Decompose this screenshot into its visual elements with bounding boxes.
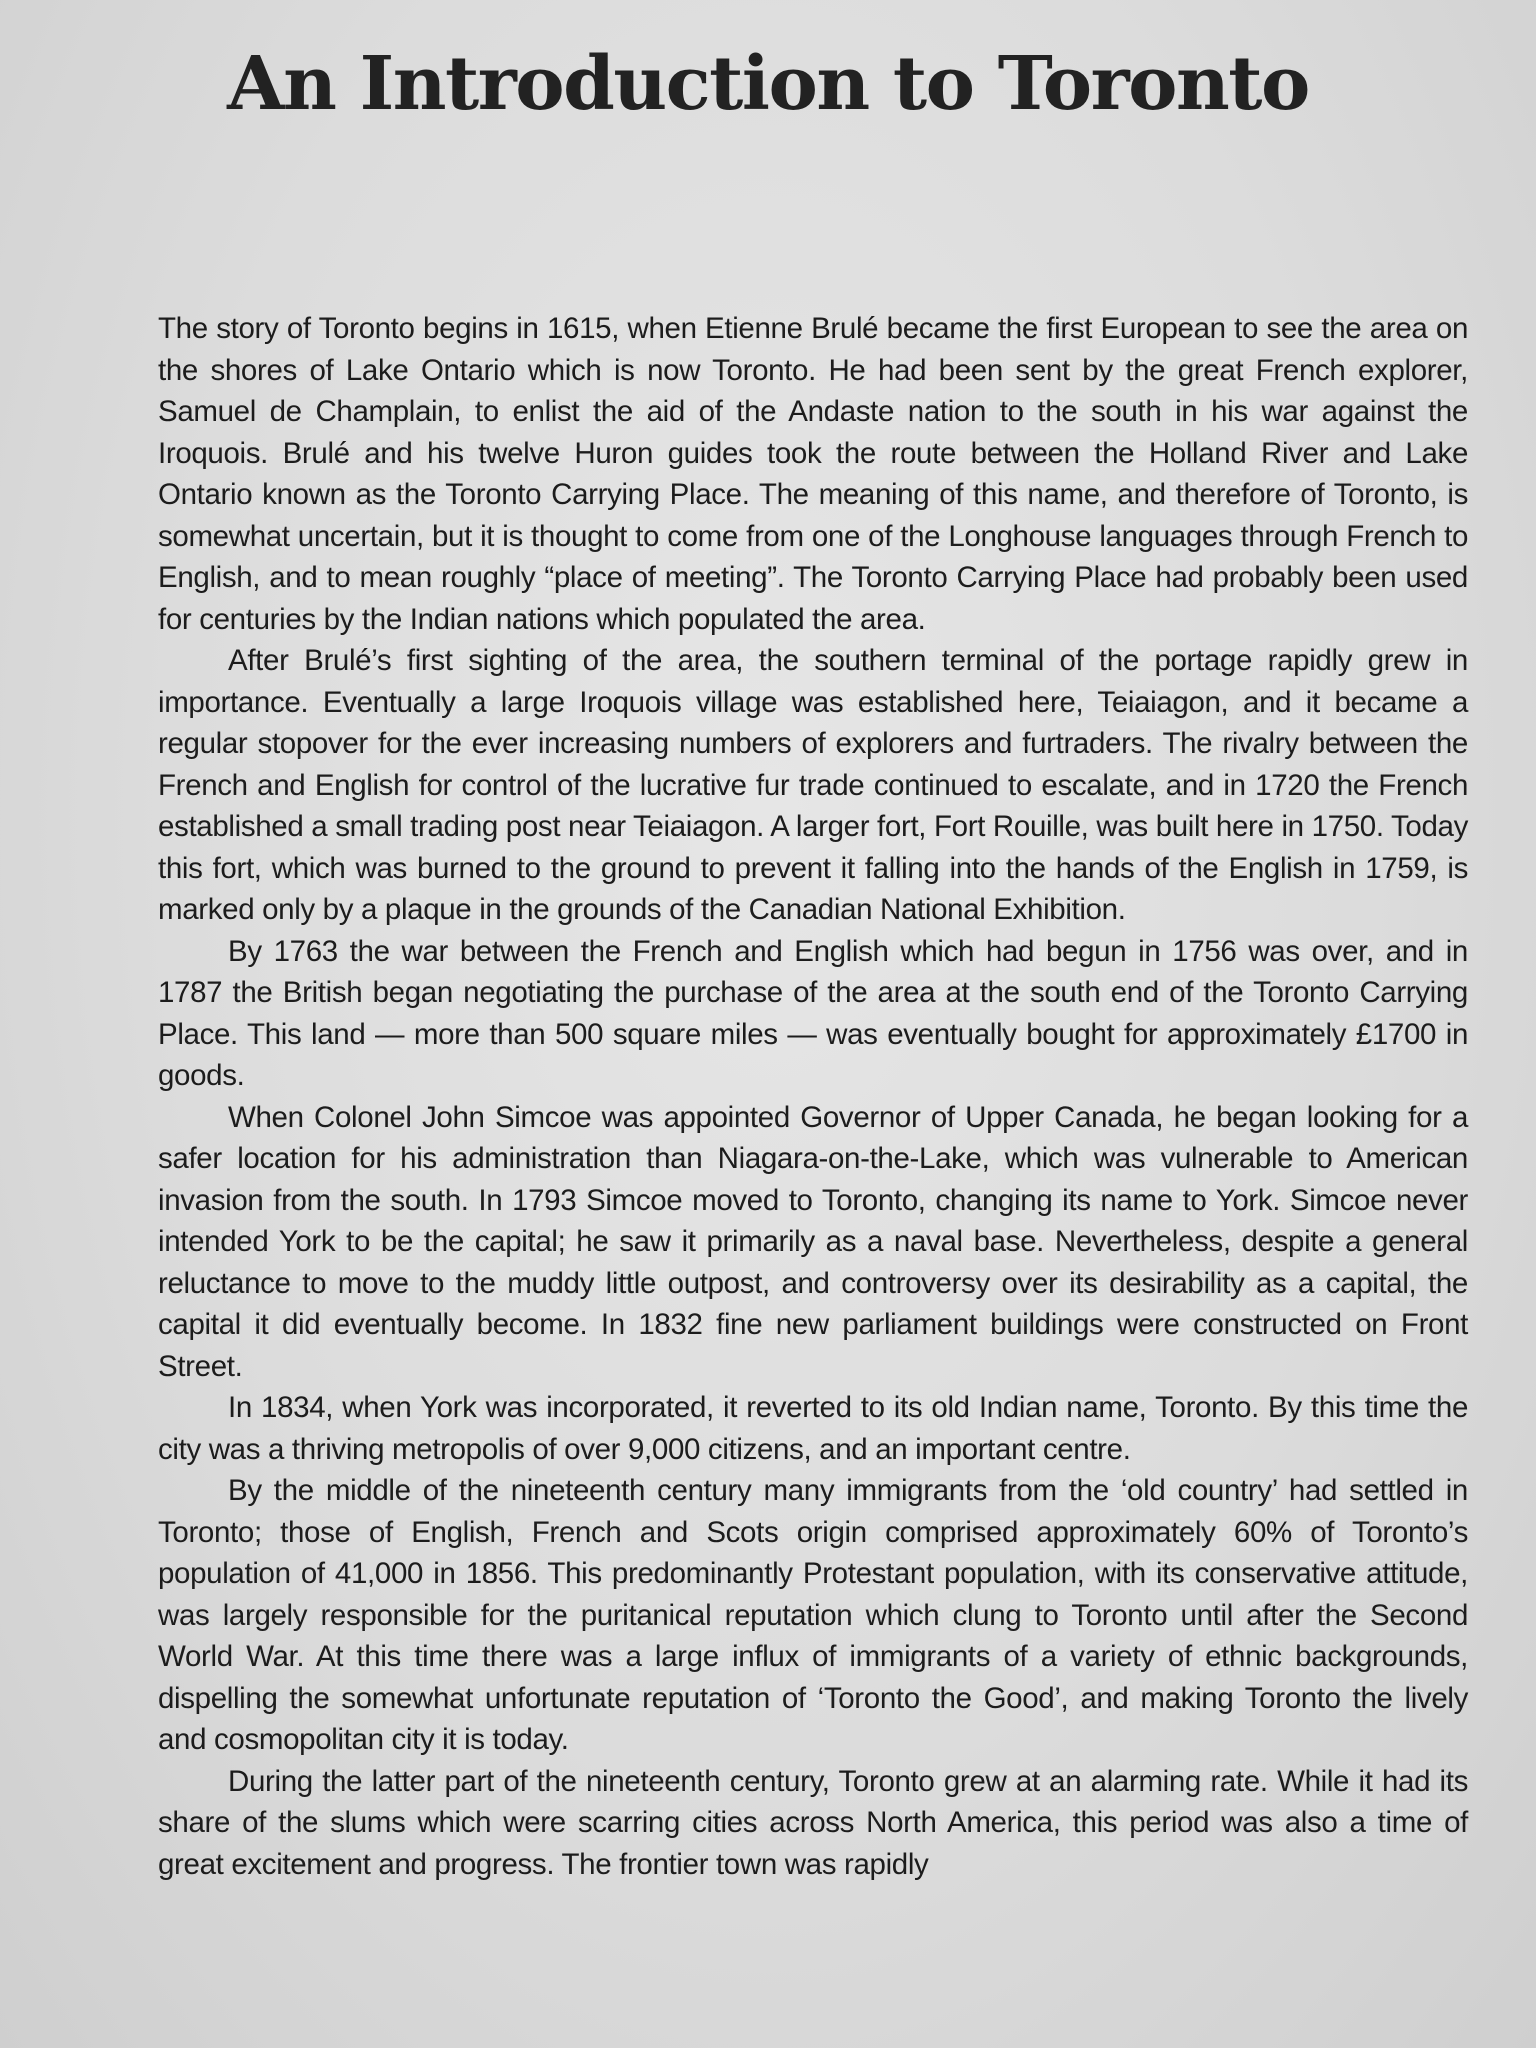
paragraph-7: During the latter part of the nineteenth century, Toronto grew at an alarming rate. While it had its share of the slums which were scarring cities across North America, this period was also a time of great excitement and progress. The frontier town was rapidly bbox=[158, 1764, 1468, 1881]
paragraph-4: When Colonel John Simcoe was appointed Governor of Upper Canada, he began looking for a safer location for his administration than Niagara-on-the-Lake, which was vulnerable to American invasion from the south. In 1793 Simcoe moved to Toronto, changing its name to York. Simcoe never intended York to be the capital; he saw it primarily as a naval base. Nevertheless, despite a general reluctance to move to the muddy little outpost, and controversy over its desirability as a capital, the capital it did eventually become. In 1832 fine new parliament buildings were constructed on Front Street. bbox=[158, 1100, 1468, 1383]
paragraph-1: The story of Toronto begins in 1615, when Etienne Brulé became the first European to see the area on the shores of Lake Ontario which is now Toronto. He had been sent by the great French explorer, Samuel de Champlain, to enlist the aid of the Andaste nation to the south in his war against the Iroquois. Brulé and his twelve Huron guides took the route between the Holland River and Lake Ontario known as the Toronto Carrying Place. The meaning of this name, and therefore of Toronto, is somewhat uncertain, but it is thought to come from one of the Longhouse languages through French to English, and to mean roughly “place of meeting”. The Toronto Carrying Place had probably been used for centuries by the Indian nations which populated the area. bbox=[158, 312, 1468, 636]
paragraph-2: After Brulé’s first sighting of the area, the southern terminal of the portage rapidly grew in importance. Eventually a large Iroquois village was established here, Teiaiagon, and it became a regular stopover for the ever increasing numbers of explorers and furtraders. The rivalry between the French and English for control of the lucrative fur trade continued to escalate, and in 1720 the French established a small trading post near Teiaiagon. A larger fort, Fort Rouille, was built here in 1750. Today this fort, which was burned to the ground to prevent it falling into the hands of the English in 1759, is marked only by a plaque in the grounds of the Canadian National Exhibition. bbox=[158, 644, 1468, 926]
paragraph-3: By 1763 the war between the French and English which had begun in 1756 was over, and in 1787 the British began negotiating the purchase of the area at the south end of the Toronto Carrying Place. This land — more than 500 square miles — was eventually bought for approximately £1700 in goods. bbox=[158, 934, 1468, 1092]
page-title: An Introduction to Toronto bbox=[227, 41, 1309, 127]
document-body bbox=[158, 308, 1468, 1885]
paragraph-6: By the middle of the nineteenth century many immigrants from the ‘old country’ had settled in Toronto; those of English, French and Scots origin comprised approximately 60% of Toronto’s population of 41,000 in 1856. This predominantly Protestant population, with its conservative attitude, was largely responsible for the puritanical reputation which clung to Toronto until after the Second World War. At this time there was a large influx of immigrants of a variety of ethnic backgrounds, dispelling the somewhat unfortunate reputation of ‘Toronto the Good’, and making Toronto the lively and cosmopolitan city it is today. bbox=[158, 1474, 1468, 1756]
paragraph-5: In 1834, when York was incorporated, it reverted to its old Indian name, Toronto. By this time the city was a thriving metropolis of over 9,000 citizens, and an important centre. bbox=[158, 1391, 1468, 1466]
